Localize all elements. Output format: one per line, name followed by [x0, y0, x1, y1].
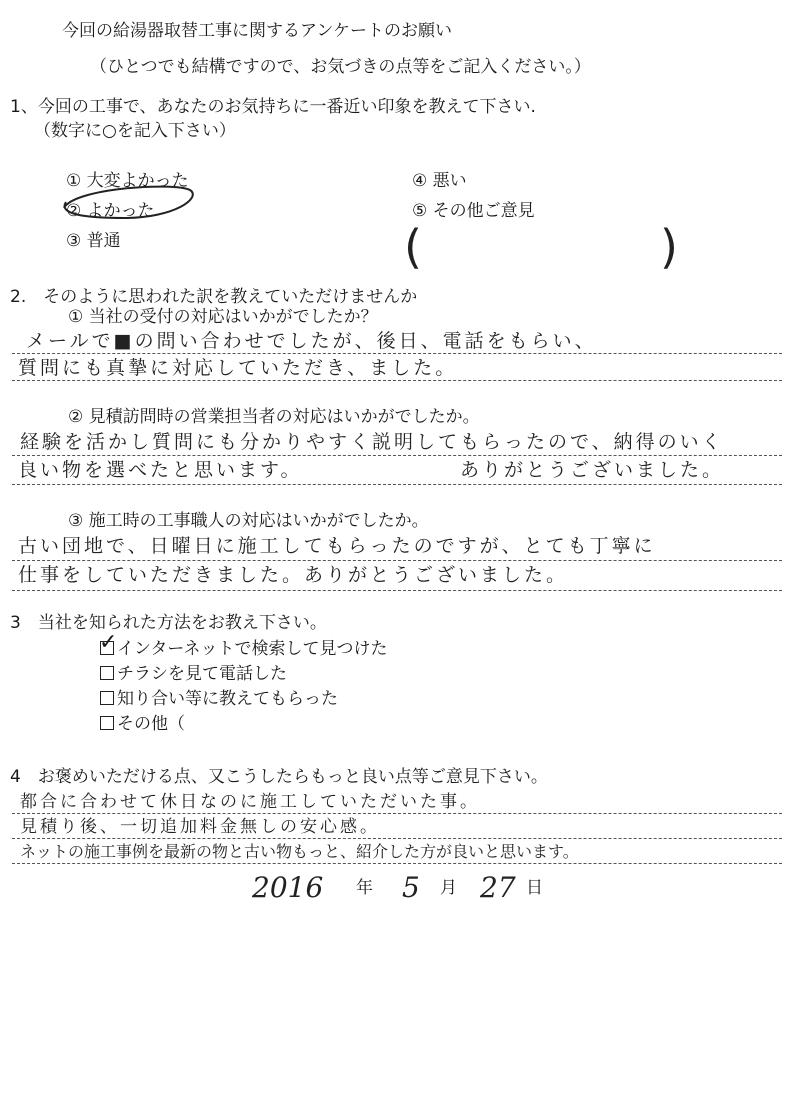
date-year-label: 年	[356, 878, 373, 898]
answer-rule	[12, 590, 782, 591]
checkbox[interactable]	[100, 691, 114, 705]
q2-3-answer-line-2: 仕事をしていただきました。ありがとうございました。	[18, 564, 569, 586]
other-opinion-paren-open: (	[404, 220, 422, 274]
q3-option-label: その他（	[117, 714, 185, 734]
q2-2-answer-line-2: 良い物を選べたと思います。	[18, 459, 303, 481]
q1-option-2[interactable]: ② よかった	[66, 201, 155, 221]
q3-option-acquaintance[interactable]	[100, 688, 338, 710]
answer-rule	[12, 838, 782, 839]
q1-option-3[interactable]: ③ 普通	[66, 231, 121, 251]
q3-option-internet[interactable]	[99, 630, 388, 660]
q3-option-label: チラシを見て電話した	[117, 664, 287, 684]
q3-option-other[interactable]	[100, 713, 185, 735]
q2-1-answer-line-1: メールで■の問い合わせでしたが、後日、電話をもらい、	[26, 330, 597, 352]
checkbox[interactable]	[100, 716, 114, 730]
q3-option-label: 知り合い等に教えてもらった	[117, 689, 338, 709]
date-month: 5	[402, 871, 420, 904]
q1-option-5[interactable]: ⑤ その他ご意見	[412, 201, 535, 221]
question-2-3: ③ 施工時の工事職人の対応はいかがでしたか。	[68, 511, 429, 531]
answer-rule	[12, 863, 782, 864]
answer-rule	[12, 560, 782, 561]
question-1-note: （数字に○を記入下さい）	[34, 121, 236, 141]
q2-2-answer-thanks: ありがとうございました。	[460, 459, 725, 481]
q3-option-flyer[interactable]	[100, 663, 287, 685]
date-month-label: 月	[440, 878, 457, 898]
answer-rule	[12, 380, 782, 381]
date-day: 27	[480, 871, 516, 904]
survey-subtitle: （ひとつでも結構ですので、お気づきの点等をご記入ください。）	[90, 57, 591, 77]
check-mark-icon: ✓	[99, 630, 118, 655]
q2-2-answer-line-1: 経験を活かし質問にも分かりやすく説明してもらったので、納得のいく	[20, 431, 724, 453]
q4-answer-line-1: 都合に合わせて休日なのに施工していただいた事。	[20, 792, 480, 812]
question-3: 3 当社を知られた方法をお教え下さい。	[10, 613, 327, 633]
q2-3-answer-line-1: 古い団地で、日曜日に施工してもらったのですが、とても丁寧に	[18, 535, 656, 557]
question-4: 4 お褒めいただける点、又こうしたらもっと良い点等ご意見下さい。	[10, 767, 548, 787]
selection-circle-mark	[54, 178, 202, 226]
other-opinion-paren-close: )	[660, 220, 678, 274]
q4-answer-line-3: ネットの施工事例を最新の物と古い物もっと、紹介した方が良いと思います。	[20, 842, 579, 861]
q1-option-4[interactable]: ④ 悪い	[412, 171, 467, 191]
q3-option-label: インターネットで検索して見つけた	[117, 639, 388, 659]
answer-rule	[12, 455, 782, 456]
question-2-1: ① 当社の受付の対応はいかがでしたか？	[68, 307, 378, 327]
q1-option-1[interactable]: ① 大変よかった	[66, 171, 189, 191]
checkbox[interactable]	[99, 630, 118, 655]
answer-rule	[12, 353, 782, 354]
date-year: 2016	[252, 871, 324, 904]
q2-1-answer-line-2: 質問にも真摯に対応していただき、ました。	[18, 357, 458, 379]
survey-title: 今回の給湯器取替工事に関するアンケートのお願い	[62, 21, 452, 41]
answer-rule	[12, 484, 782, 485]
answer-rule	[12, 813, 782, 814]
checkbox[interactable]	[100, 666, 114, 680]
date-day-label: 日	[526, 878, 543, 898]
question-2-2: ② 見積訪問時の営業担当者の対応はいかがでしたか。	[68, 407, 480, 427]
question-1: 1、今回の工事で、あなたのお気持ちに一番近い印象を教えて下さい.	[10, 97, 536, 117]
q4-answer-line-2: 見積り後、一切追加料金無しの安心感。	[20, 817, 380, 837]
question-2: 2. そのように思われた訳を教えていただけませんか	[10, 287, 418, 307]
